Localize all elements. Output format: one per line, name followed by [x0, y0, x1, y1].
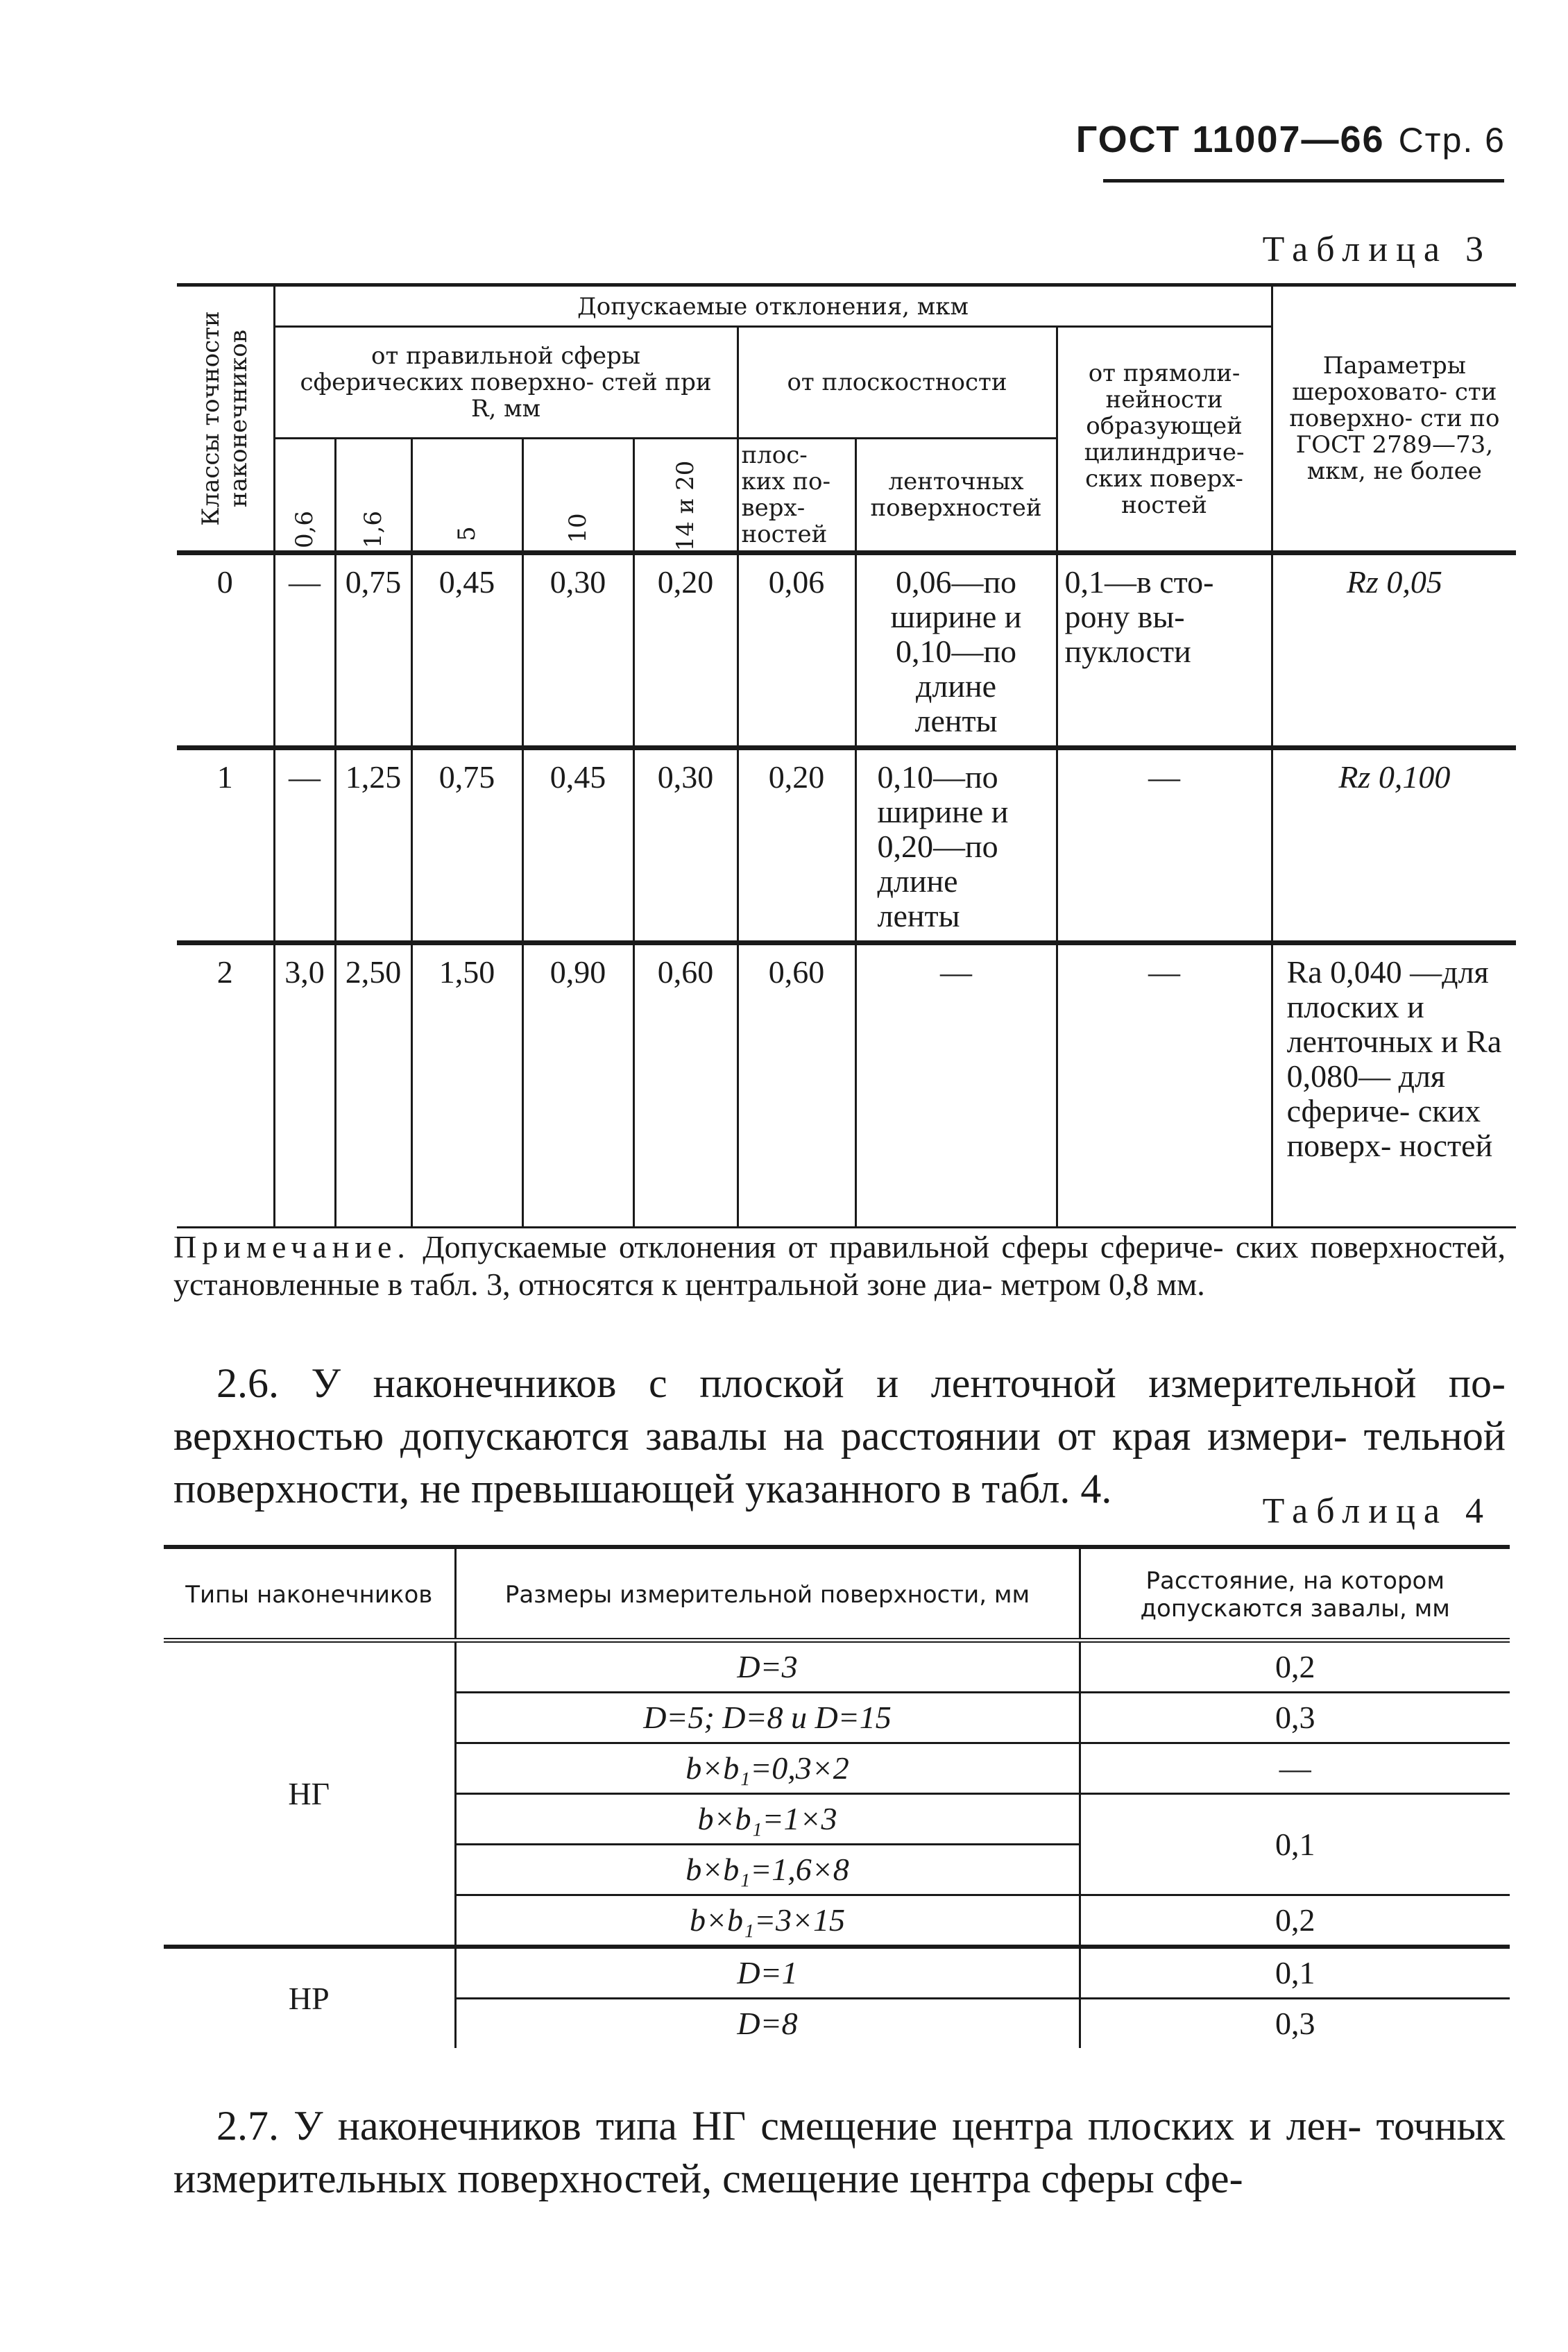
cell: —: [274, 553, 335, 748]
cell: 0,10—по ширине и 0,20—по длине ленты: [855, 748, 1057, 943]
type-nr: НР: [164, 1947, 455, 2048]
header-sphere: от правильной сферы сферических поверхно- стей при R, мм: [274, 327, 738, 439]
cell: 0,60: [633, 943, 738, 1228]
value-cell: 0,1: [1080, 1794, 1510, 1895]
size-cell: D=5; D=8 и D=15: [455, 1693, 1080, 1743]
cell: 2,50: [335, 943, 411, 1228]
table-row: [177, 748, 1516, 943]
cell: 0,1—в сто- рону вы- пуклости: [1057, 553, 1272, 748]
note-text: Допускаемые отклонения от правильной сферы сфериче- ских поверхностей, установленные в табл. 3, относятся к центральной зоне диа- метром 0,8 мм.: [173, 1229, 1506, 1302]
cell: 1,25: [335, 748, 411, 943]
cell-class: 2: [177, 943, 274, 1228]
cell: Rz 0,100: [1272, 748, 1516, 943]
cell: 0,75: [411, 748, 522, 943]
cell-class: 1: [177, 748, 274, 943]
value-cell: 0,1: [1080, 1947, 1510, 1999]
header-size: Размеры измерительной поверхности, мм: [455, 1547, 1080, 1641]
size-cell: b×b₁=1×3: [455, 1794, 1080, 1845]
size-cell: b×b₁=1,6×8: [455, 1845, 1080, 1895]
size-cell: b×b₁=0,3×2: [455, 1743, 1080, 1794]
header-deviations: Допускаемые отклонения, мкм: [274, 285, 1272, 327]
page-number: Стр. 6: [1398, 121, 1506, 160]
r-0-6: 0,6: [274, 439, 335, 553]
header-flatness: от плоскостности: [738, 327, 1057, 439]
cell: Rz 0,05: [1272, 553, 1516, 748]
header-flat-plane: плос- ких по- верх- ностей: [738, 439, 855, 553]
size-cell: D=1: [455, 1947, 1080, 1999]
paragraph-2-7: 2.7. У наконечников типа НГ смещение центра плоских и лен- точных измерительных поверхностей, смещение центра сферы сфе-: [173, 2103, 1506, 2201]
table-3: [177, 283, 1516, 1228]
table4-label: Таблица 4: [1262, 1491, 1492, 1531]
size-cell: D=3: [455, 1641, 1080, 1693]
header-type: Типы наконечников: [164, 1547, 455, 1641]
paragraph-2-6: 2.6. У наконечников с плоской и ленточной измерительной по- верхностью допускаются завалы на расстоянии от края измери- тельной поверхности, не превышающей указанного в табл. 4.: [173, 1360, 1506, 1512]
doc-number: ГОСТ 11007—66: [1075, 119, 1385, 160]
value-cell: 0,3: [1080, 1999, 1510, 2049]
cell: —: [274, 748, 335, 943]
cell: 0,30: [522, 553, 633, 748]
cell: —: [1057, 748, 1272, 943]
note-label: Примечание.: [173, 1229, 411, 1264]
table-row: [177, 943, 1516, 1228]
value-cell: 0,2: [1080, 1895, 1510, 1947]
cell: 0,20: [633, 553, 738, 748]
header-straightness: от прямоли- нейности образующей цилиндриче- ских поверх- ностей: [1057, 327, 1272, 553]
cell: 0,06—по ширине и 0,10—по длине ленты: [855, 553, 1057, 748]
cell: 0,30: [633, 748, 738, 943]
running-head: [1076, 118, 1506, 161]
r-5: 5: [411, 439, 522, 553]
value-cell: —: [1080, 1743, 1510, 1794]
size-cell: D=8: [455, 1999, 1080, 2049]
value-cell: 0,3: [1080, 1693, 1510, 1743]
cell: Ra 0,040 —для плоских и ленточных и Ra 0,080— для сфериче- ских поверх- ностей: [1272, 943, 1516, 1228]
cell: —: [855, 943, 1057, 1228]
header-flat-tape: ленточных поверхностей: [855, 439, 1057, 553]
header-rule: [1103, 179, 1504, 183]
header-roughness: Параметры шероховато- сти поверхно- сти по ГОСТ 2789—73, мкм, не более: [1272, 285, 1516, 553]
r-10: 10: [522, 439, 633, 553]
type-ng: НГ: [164, 1641, 455, 1947]
cell: 1,50: [411, 943, 522, 1228]
table-row: [177, 553, 1516, 748]
size-cell: b×b₁=3×15: [455, 1895, 1080, 1947]
table3-label: Таблица 3: [1262, 230, 1492, 269]
header-distance: Расстояние, на котором допускаются завалы, мм: [1080, 1547, 1510, 1641]
cell: 0,45: [411, 553, 522, 748]
value-cell: 0,2: [1080, 1641, 1510, 1693]
r-1-6: 1,6: [335, 439, 411, 553]
cell: 0,60: [738, 943, 855, 1228]
r-14-20: 14 и 20: [633, 439, 738, 553]
cell: 0,45: [522, 748, 633, 943]
cell: 0,90: [522, 943, 633, 1228]
cell: 0,06: [738, 553, 855, 748]
cell-class: 0: [177, 553, 274, 748]
cell: —: [1057, 943, 1272, 1228]
table3-note: [173, 1228, 1506, 1303]
col-class-header: Классы точности наконечников: [177, 285, 274, 553]
cell: 3,0: [274, 943, 335, 1228]
cell: 0,75: [335, 553, 411, 748]
table-4: [164, 1545, 1510, 2048]
cell: 0,20: [738, 748, 855, 943]
